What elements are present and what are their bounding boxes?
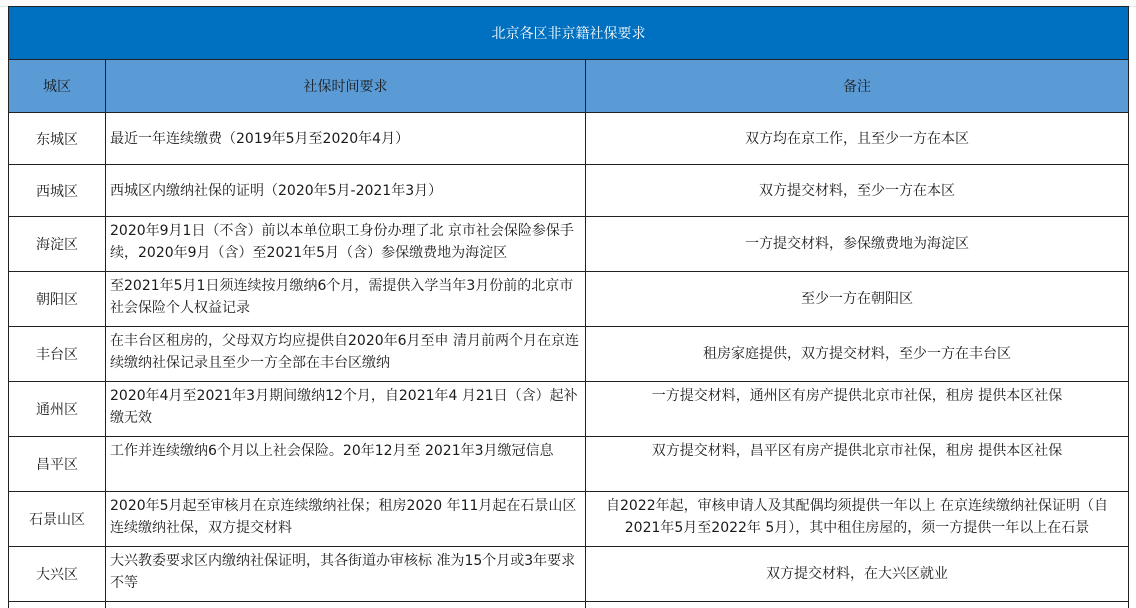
table-title[interactable]: 北京各区非京籍社保要求	[9, 7, 1129, 60]
table-row	[9, 217, 1129, 272]
partial-row	[9, 602, 1129, 608]
table-row	[9, 492, 1129, 547]
time-requirement-cell[interactable]	[106, 492, 586, 547]
district-cell[interactable]: 海淀区	[9, 217, 106, 272]
district-cell[interactable]: 西城区	[9, 165, 106, 217]
time-requirement-text: 2020年5月起至审核月在京连续缴纳社保；租房2020 年11月起在石景山区连续缴纳社保，双方提交材料	[110, 495, 581, 540]
time-requirement-text: 大兴教委要求区内缴纳社保证明，其各街道办审核标 准为15个月或3年要求不等	[110, 550, 581, 595]
header-district[interactable]: 城区	[9, 60, 106, 113]
time-requirement-cell[interactable]	[106, 382, 586, 437]
note-cell[interactable]: 租房家庭提供，双方提交材料，至少一方在丰台区	[586, 327, 1129, 382]
time-requirement-text: 工作并连续缴纳6个月以上社会保险。20年12月至 2021年3月缴冠信息	[110, 440, 581, 485]
district-cell[interactable]: 东城区	[9, 113, 106, 165]
table-row	[9, 165, 1129, 217]
social-insurance-table	[8, 6, 1129, 608]
time-requirement-cell[interactable]: 西城区内缴纳社保的证明（2020年5月-2021年3月）	[106, 165, 586, 217]
note-cell[interactable]: 双方均在京工作，且至少一方在本区	[586, 113, 1129, 165]
district-cell[interactable]: 丰台区	[9, 327, 106, 382]
time-requirement-text: 2020年4月至2021年3月期间缴纳12个月，自2021年4 月21日（含）起补缴无效	[110, 385, 581, 430]
header-note[interactable]: 备注	[586, 60, 1129, 113]
time-requirement-cell[interactable]	[106, 327, 586, 382]
table-row	[9, 272, 1129, 327]
time-requirement-text: 在丰台区租房的，父母双方均应提供自2020年6月至申 清月前两个月在京连续缴纳社保记录且至少一方全部在丰台区缴纳	[110, 330, 581, 375]
note-cell[interactable]: 至少一方在朝阳区	[586, 272, 1129, 327]
table-row	[9, 327, 1129, 382]
note-text: 一方提交材料，通州区有房产提供北京市社保，租房 提供本区社保	[590, 385, 1124, 430]
time-requirement-cell[interactable]	[106, 217, 586, 272]
note-cell[interactable]: 双方提交材料，至少一方在本区	[586, 165, 1129, 217]
title-row	[9, 7, 1129, 60]
time-requirement-cell[interactable]: 最近一年连续缴费（2019年5月至2020年4月）	[106, 113, 586, 165]
district-cell[interactable]: 昌平区	[9, 437, 106, 492]
note-text: 自2022年起，审核申请人及其配偶均须提供一年以上 在京连续缴纳社保证明（自2021年5月至2022年 5月），其中租住房屋的，须一方提供一年以上在石景	[590, 495, 1124, 540]
district-cell[interactable]: 石景山区	[9, 492, 106, 547]
empty-cell[interactable]	[586, 602, 1129, 608]
note-cell[interactable]: 一方提交材料，参保缴费地为海淀区	[586, 217, 1129, 272]
time-requirement-cell[interactable]	[106, 272, 586, 327]
district-cell[interactable]: 通州区	[9, 382, 106, 437]
time-requirement-text: 2020年9月1日（不含）前以本单位职工身份办理了北 京市社会保险参保手续，2020年9月（含）至2021年5月（含）参保缴费地为海淀区	[110, 220, 581, 265]
table-row	[9, 382, 1129, 437]
note-cell[interactable]	[586, 382, 1129, 437]
note-cell[interactable]	[586, 437, 1129, 492]
note-text: 双方提交材料，昌平区有房产提供北京市社保，租房 提供本区社保	[590, 440, 1124, 485]
empty-cell[interactable]	[9, 602, 106, 608]
time-requirement-cell[interactable]	[106, 437, 586, 492]
district-cell[interactable]: 朝阳区	[9, 272, 106, 327]
time-requirement-text: 至2021年5月1日须连续按月缴纳6个月，需提供入学当年3月份前的北京市社会保险个人权益记录	[110, 275, 581, 320]
empty-cell[interactable]	[106, 602, 586, 608]
note-cell[interactable]: 双方提交材料，在大兴区就业	[586, 547, 1129, 602]
header-row	[9, 60, 1129, 113]
header-time-requirement[interactable]: 社保时间要求	[106, 60, 586, 113]
table-row	[9, 547, 1129, 602]
district-cell[interactable]: 大兴区	[9, 547, 106, 602]
time-requirement-cell[interactable]	[106, 547, 586, 602]
table-row	[9, 113, 1129, 165]
note-cell[interactable]	[586, 492, 1129, 547]
table-row	[9, 437, 1129, 492]
